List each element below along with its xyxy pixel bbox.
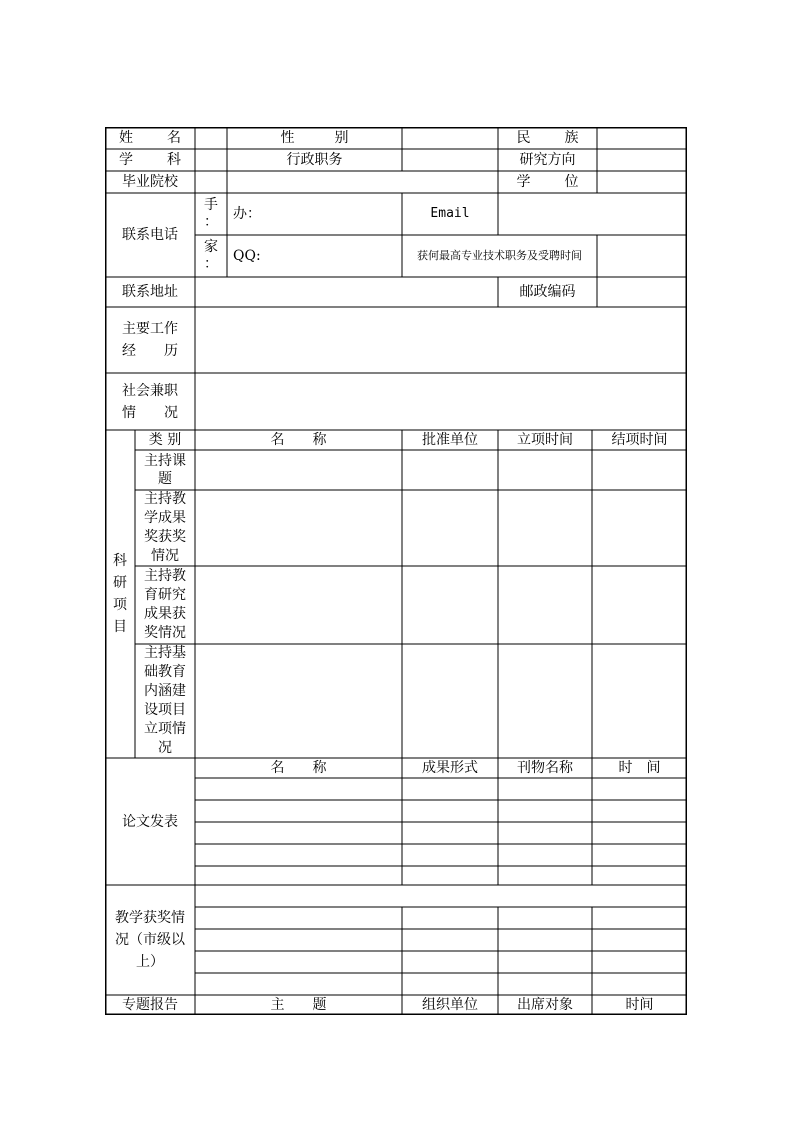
papers-header-form: 成果形式 [422, 760, 478, 776]
office-phone-field[interactable]: 办： [233, 206, 261, 222]
postcode-label: 邮政编码 [519, 284, 576, 300]
research-header-category: 类 别 [148, 432, 182, 448]
home-label: 家 ： [204, 239, 218, 272]
research-header-start: 立项时间 [517, 432, 573, 448]
reports-header-topic: 主 题 [270, 997, 327, 1013]
reports-header-audience: 出席对象 [517, 997, 573, 1013]
email-value[interactable] [498, 193, 687, 235]
work-history-value[interactable] [195, 307, 687, 373]
email-label: Email [430, 206, 470, 221]
title-time-label: 获何最高专业技术职务及受聘时间 [417, 249, 582, 262]
awards-label: 教学获奖情况（市级以上） [115, 910, 185, 970]
address-label: 联系地址 [122, 284, 178, 300]
degree-label: 学 位 [516, 174, 579, 190]
work-history-label: 主要工作 经 历 [122, 321, 178, 359]
admin-post-label: 行政职务 [286, 152, 343, 168]
research-category-2: 主持教学成果奖获奖情况 [144, 491, 186, 564]
research-header-name: 名 称 [270, 432, 327, 448]
social-posts-value[interactable] [195, 373, 687, 430]
papers-header-name: 名 称 [270, 760, 327, 776]
research-direction-value[interactable] [597, 149, 687, 171]
mobile-label: 手 ： [204, 197, 218, 230]
research-direction-label: 研究方向 [519, 152, 576, 168]
application-form [105, 127, 687, 1015]
postcode-value[interactable] [597, 277, 687, 307]
research-side-label: 科 研 项 目 [113, 553, 127, 635]
research-category-4: 主持基础教育内涵建设项目立项情况 [144, 645, 186, 756]
gender-label: 性 别 [280, 130, 349, 146]
gender-value[interactable] [402, 127, 498, 149]
degree-value[interactable] [597, 171, 687, 193]
name-value[interactable] [195, 127, 227, 149]
papers-header-time: 时 间 [618, 760, 661, 776]
phone-label: 联系电话 [122, 227, 178, 243]
admin-post-value[interactable] [402, 149, 498, 171]
qq-field[interactable]: QQ: [233, 248, 261, 264]
research-header-end: 结项时间 [611, 432, 668, 448]
research-header-approver: 批准单位 [422, 432, 478, 448]
graduated-school-label: 毕业院校 [122, 174, 178, 190]
subject-label: 学 科 [119, 152, 181, 168]
name-label: 姓 名 [119, 130, 181, 146]
ethnicity-value[interactable] [597, 127, 687, 149]
title-time-value[interactable] [597, 235, 687, 277]
papers-label: 论文发表 [122, 813, 178, 830]
research-category-3: 主持教育研究成果获奖情况 [144, 568, 186, 641]
social-posts-label: 社会兼职 情 况 [122, 382, 178, 421]
address-value[interactable] [195, 277, 498, 307]
reports-header-organizer: 组织单位 [422, 997, 478, 1013]
research-category-1: 主持课题 [144, 453, 186, 487]
subject-value[interactable] [195, 149, 227, 171]
reports-header-time: 时间 [625, 997, 654, 1013]
graduated-school-value[interactable] [195, 171, 498, 193]
papers-header-journal: 刊物名称 [517, 760, 573, 776]
reports-label: 专题报告 [122, 997, 178, 1013]
ethnicity-label: 民 族 [516, 130, 579, 146]
